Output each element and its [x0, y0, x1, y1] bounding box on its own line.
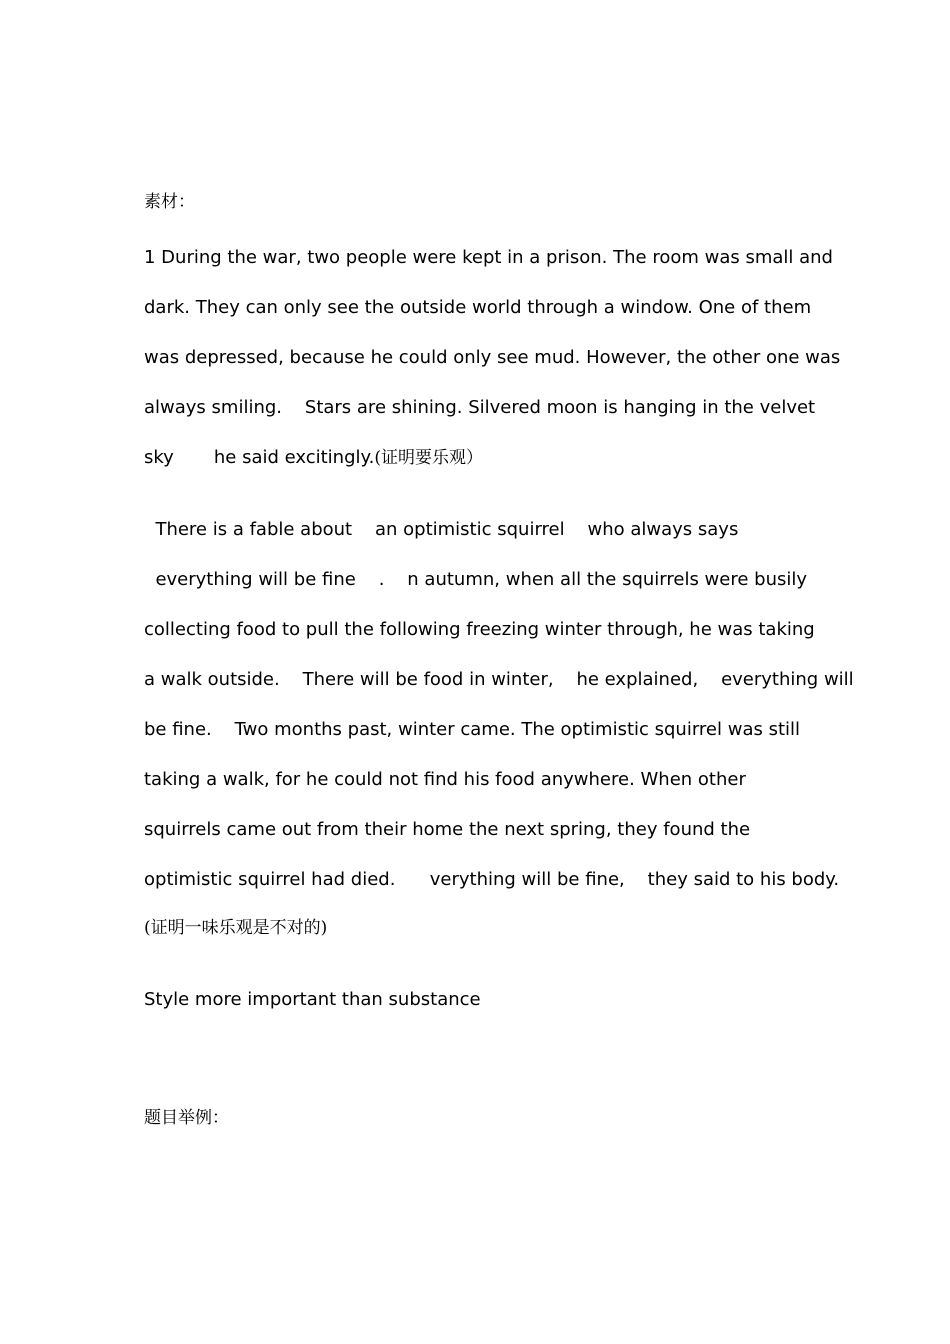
story2-line: squirrels came out from their home the next spring, they found the — [144, 819, 751, 840]
material-heading: 素材： — [144, 192, 195, 212]
story1-last-line — [144, 446, 483, 470]
story2-line: everything will be fine . n autumn, when all the squirrels were busily — [144, 569, 808, 590]
story1-line: 1 During the war, two people were kept in a prison. The room was small and — [144, 247, 833, 268]
story1-line: dark. They can only see the outside world through a window. One of them — [144, 297, 812, 318]
story1-line: always smiling. Stars are shining. Silvered moon is hanging in the velvet — [144, 397, 816, 418]
story1-line-text: sky he said excitingly. — [144, 447, 375, 468]
story1-line: was depressed, because he could only see mud. However, the other one was — [144, 347, 841, 368]
story2-line: a walk outside. There will be food in winter, he explained, everything will — [144, 669, 854, 690]
story2-line: be fine. Two months past, winter came. The optimistic squirrel was still — [144, 719, 801, 740]
story2-line: taking a walk, for he could not find his food anywhere. When other — [144, 769, 746, 790]
story2-line: There is a fable about an optimistic squirrel who always says — [144, 519, 739, 540]
story1-note: (证明要乐观） — [374, 448, 483, 468]
style-line: Style more important than substance — [144, 989, 481, 1010]
story2-line: collecting food to pull the following freezing winter through, he was taking — [144, 619, 815, 640]
story2-note: (证明一味乐观是不对的) — [144, 918, 328, 938]
story2-line: optimistic squirrel had died. verything will be fine, they said to his body. — [144, 869, 840, 890]
examples-heading: 题目举例： — [144, 1108, 229, 1128]
